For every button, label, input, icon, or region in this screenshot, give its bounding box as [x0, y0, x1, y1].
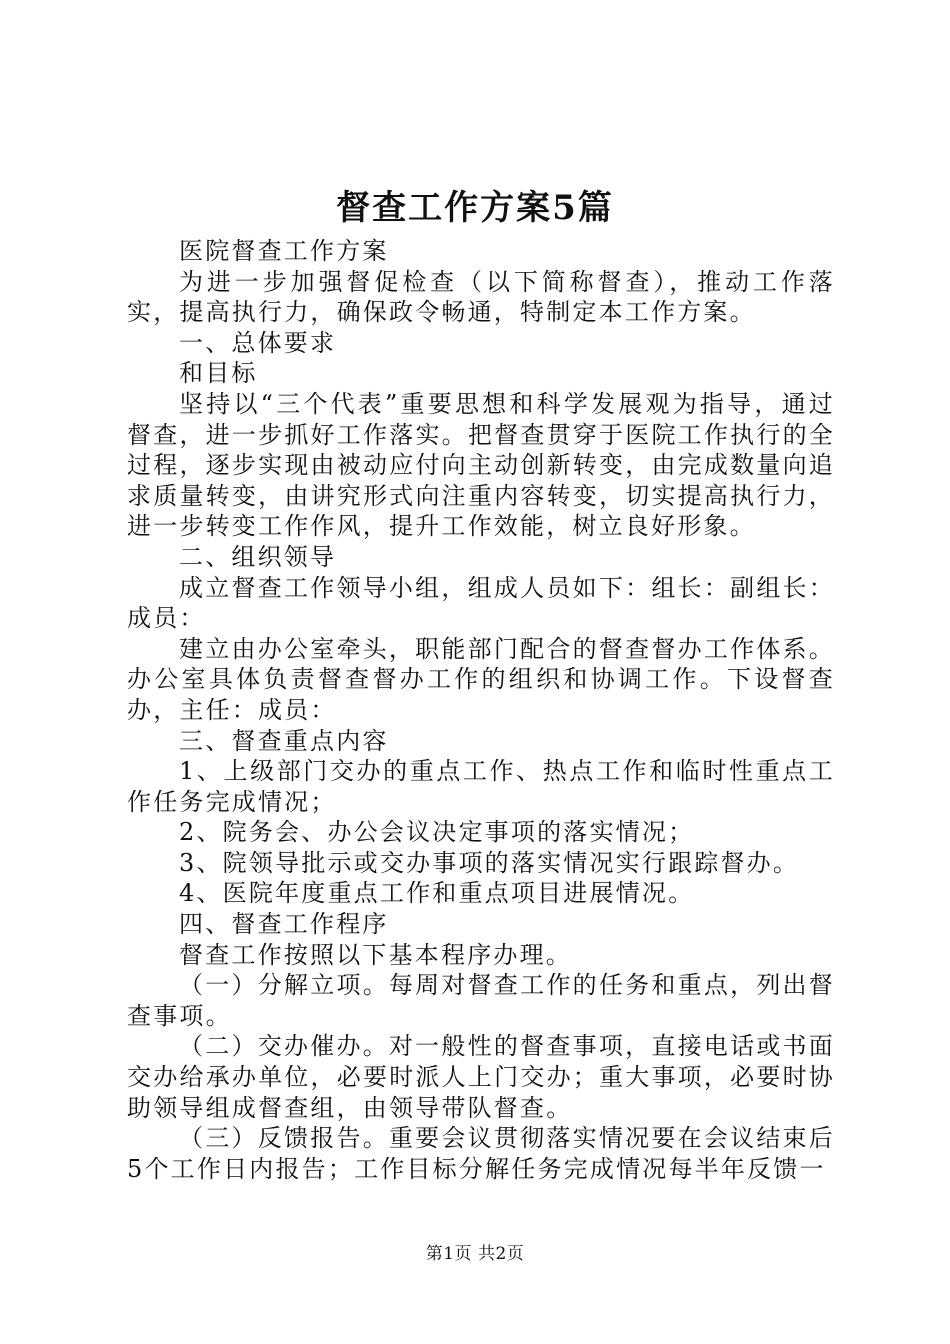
list-item: 1、上级部门交办的重点工作、热点工作和临时性重点工作任务完成情况； — [127, 757, 835, 816]
paragraph: 医院督查工作方案 — [179, 237, 389, 265]
paragraph: 为进一步加强督促检查（以下简称督查），推动工作落实，提高执行力，确保政令畅通，特制定本工作方案。 — [127, 267, 835, 327]
paragraph: （三）反馈报告。重要会议贯彻落实情况要在会议结束后5个工作日内报告；工作目标分解任务完成情况每半年反馈一 — [127, 1124, 835, 1183]
page-footer: 第1页 共2页 — [425, 1244, 525, 1264]
paragraph: 督查工作按照以下基本程序办理。 — [179, 940, 572, 969]
document-body — [127, 236, 835, 1184]
list-item: 3、院领导批示或交办事项的落实情况实行跟踪督办。 — [179, 848, 800, 877]
section-heading: 四、督查工作程序 — [179, 910, 389, 939]
paragraph: （二）交办催办。对一般性的督查事项，直接电话或书面交办给承办单位，必要时派人上门交办；重大事项，必要时协助领导组成督查组，由领导带队督查。 — [127, 1032, 835, 1122]
paragraph: 建立由办公室牵头，职能部门配合的督查督办工作体系。办公室具体负责督查督办工作的组织和协调工作。下设督查办，主任：成员： — [127, 634, 835, 724]
list-item: 2、院务会、办公会议决定事项的落实情况； — [179, 818, 695, 847]
paragraph: 坚持以“三个代表”重要思想和科学发展观为指导，通过督查，进一步抓好工作落实。把督查贯穿于医院工作执行的全过程，逐步实现由被动应付向主动创新转变，由完成数量向追求质量转变，由讲究形式向注重内容转变，切实提高执行力，进一步转变工作作风，提升工作效能，树立良好形象。 — [127, 389, 835, 541]
document-title: 督查工作方案5篇 — [336, 188, 614, 228]
paragraph: （一）分解立项。每周对督查工作的任务和重点，列出督查事项。 — [127, 971, 835, 1030]
section-heading: 二、组织领导 — [179, 542, 337, 571]
section-heading: 一、总体要求 — [179, 328, 337, 357]
section-heading: 三、督查重点内容 — [179, 726, 389, 755]
section-heading-continued: 和目标 — [179, 359, 258, 388]
paragraph: 成立督查工作领导小组，组成人员如下：组长：副组长：成员： — [127, 573, 835, 633]
list-item: 4、医院年度重点工作和重点项目进展情况。 — [179, 879, 695, 908]
